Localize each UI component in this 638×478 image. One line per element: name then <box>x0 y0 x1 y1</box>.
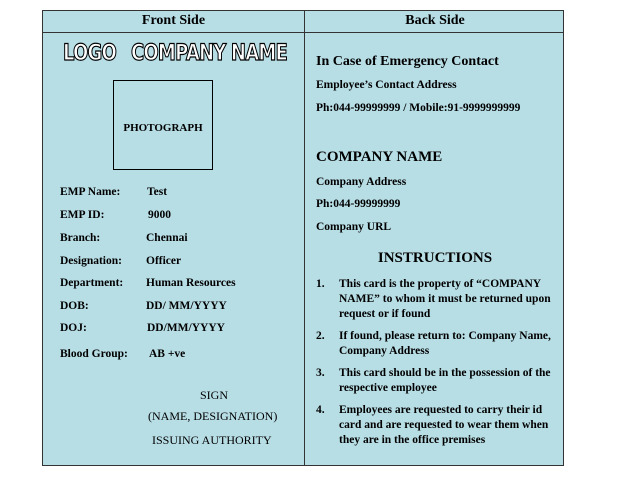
sign-label: SIGN <box>200 388 229 402</box>
emergency-contact-title: In Case of Emergency Contact <box>316 54 499 69</box>
photograph-box <box>113 80 213 170</box>
employee-phone: Ph:044-99999999 / Mobile:91-9999999999 <box>316 102 521 114</box>
field-label-blood-group: Blood Group: <box>60 348 128 360</box>
field-value-dob: DD/ MM/YYYY <box>146 300 227 312</box>
field-label-branch: Branch: <box>60 232 101 244</box>
front-company-name: COMPANY NAME <box>131 41 287 66</box>
back-side-header: Back Side <box>405 13 465 28</box>
instruction-number: 4. <box>316 404 325 416</box>
header-divider <box>43 32 563 33</box>
field-label-emp-name: EMP Name: <box>60 186 121 198</box>
front-side-header: Front Side <box>141 13 206 28</box>
issuing-authority-label: ISSUING AUTHORITY <box>152 433 272 447</box>
field-value-emp-name: Test <box>147 186 168 198</box>
field-value-emp-id: 9000 <box>148 209 171 221</box>
field-value-branch: Chennai <box>146 232 188 244</box>
back-company-name: COMPANY NAME <box>316 149 443 165</box>
instruction-number: 3. <box>316 367 325 379</box>
company-phone: Ph:044-99999999 <box>316 198 401 210</box>
field-value-blood-group: AB +ve <box>149 348 186 360</box>
field-label-department: Department: <box>60 277 124 289</box>
name-designation-label: (NAME, DESIGNATION) <box>148 409 278 423</box>
instruction-number: 1. <box>316 278 325 290</box>
instruction-text: This card should be in the possession of the respective employee <box>339 367 551 394</box>
id-card-template <box>42 10 564 466</box>
instruction-text: Employees are requested to carry their id card and are requested to wear them when they are in the office premises <box>339 404 549 446</box>
field-value-department: Human Resources <box>146 277 236 289</box>
company-url: Company URL <box>316 221 392 233</box>
field-value-doj: DD/MM/YYYY <box>147 322 225 334</box>
instruction-text: If found, please return to: Company Name, Company Address <box>339 330 551 357</box>
field-label-emp-id: EMP ID: <box>60 209 105 221</box>
field-label-designation: Designation: <box>60 255 122 267</box>
instruction-number: 2. <box>316 330 325 342</box>
photograph-label: PHOTOGRAPH <box>123 122 203 134</box>
logo-text: LOGO <box>63 41 117 66</box>
instructions-title: INSTRUCTIONS <box>377 250 493 266</box>
field-value-designation: Officer <box>146 255 182 267</box>
column-divider <box>304 11 305 465</box>
employee-contact-address: Employee’s Contact Address <box>316 79 457 91</box>
field-label-dob: DOB: <box>60 300 89 312</box>
field-label-doj: DOJ: <box>60 322 87 334</box>
instruction-text: This card is the property of “COMPANY NAME” to whom it must be returned upon request or if found <box>339 278 551 320</box>
company-address: Company Address <box>316 176 407 188</box>
